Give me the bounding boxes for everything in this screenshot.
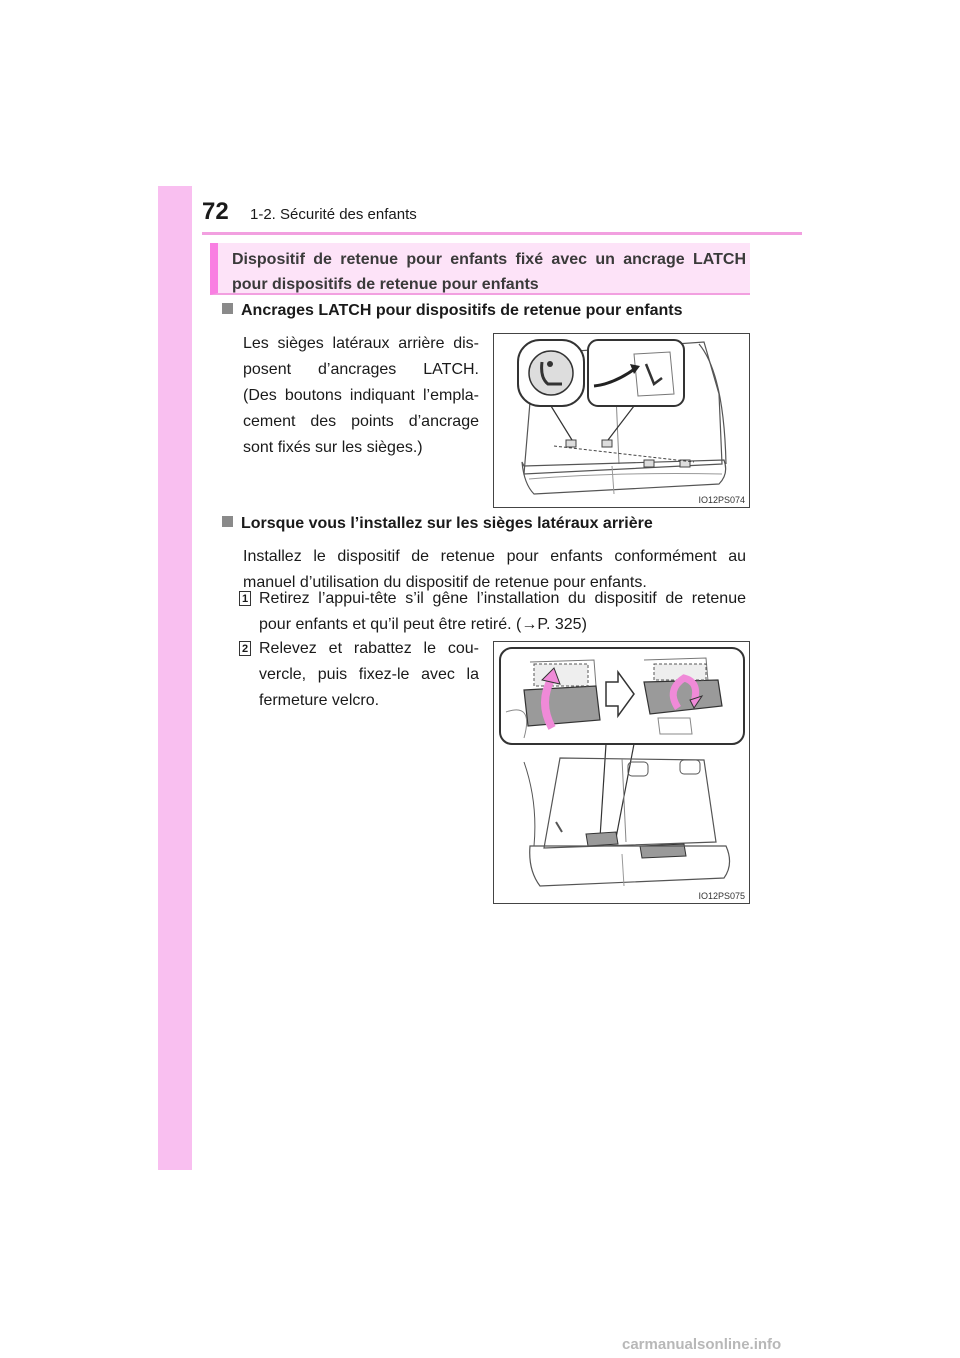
watermark: carmanualsonline.info	[622, 1336, 782, 1353]
section-header-box	[210, 243, 750, 295]
figure-code: IO12PS074	[698, 495, 745, 505]
page-number: 72	[202, 198, 229, 225]
step-1-text: Retirez l’appui-tête s’il gêne l’installation du dispositif de retenue	[259, 590, 746, 607]
step-2-text: Relevez et rabattez le cou- vercle, puis fixez-le avec la fermeture velcro.	[259, 640, 479, 709]
step-1-text-2: pour enfants et qu’il peut être retiré. (→P. 325)	[259, 616, 587, 633]
section-title-line-2: pour dispositifs de retenue pour enfants	[232, 276, 539, 293]
header-rule	[202, 232, 802, 235]
install-outboard-intro-2: manuel d’utilisation du dispositif de retenue pour enfants.	[243, 574, 647, 591]
cover-velcro-figure	[493, 641, 750, 904]
install-outboard-intro: Installez le dispositif de retenue pour enfants conformément au	[243, 548, 746, 565]
step-number-1: 1	[239, 591, 251, 606]
section-title	[232, 247, 746, 297]
chapter-sidebar-tab	[158, 186, 192, 1170]
seat-cover-velcro-illustration	[494, 642, 749, 903]
latch-anchor-figure	[493, 333, 750, 508]
latch-anchors-body: Les sièges latéraux arrière dis- posent d’ancrages LATCH. (Des boutons indiquant l’empla- cement des points d’ancrage sont fixés sur les sièges.)	[243, 335, 479, 456]
latch-anchors-heading: Ancrages LATCH pour dispositifs de retenue pour enfants	[222, 302, 683, 320]
square-bullet-icon	[222, 303, 233, 314]
square-bullet-icon	[222, 516, 233, 527]
chapter-title: 1-2. Sécurité des enfants	[250, 206, 417, 223]
figure-code: IO12PS075	[698, 891, 745, 901]
rear-seat-latch-illustration	[494, 334, 749, 507]
section-title-line-1: Dispositif de retenue pour enfants fixé avec un ancrage LATCH	[232, 251, 746, 268]
install-outboard-heading: Lorsque vous l’installez sur les sièges latéraux arrière	[222, 515, 653, 533]
step-number-2: 2	[239, 641, 251, 656]
